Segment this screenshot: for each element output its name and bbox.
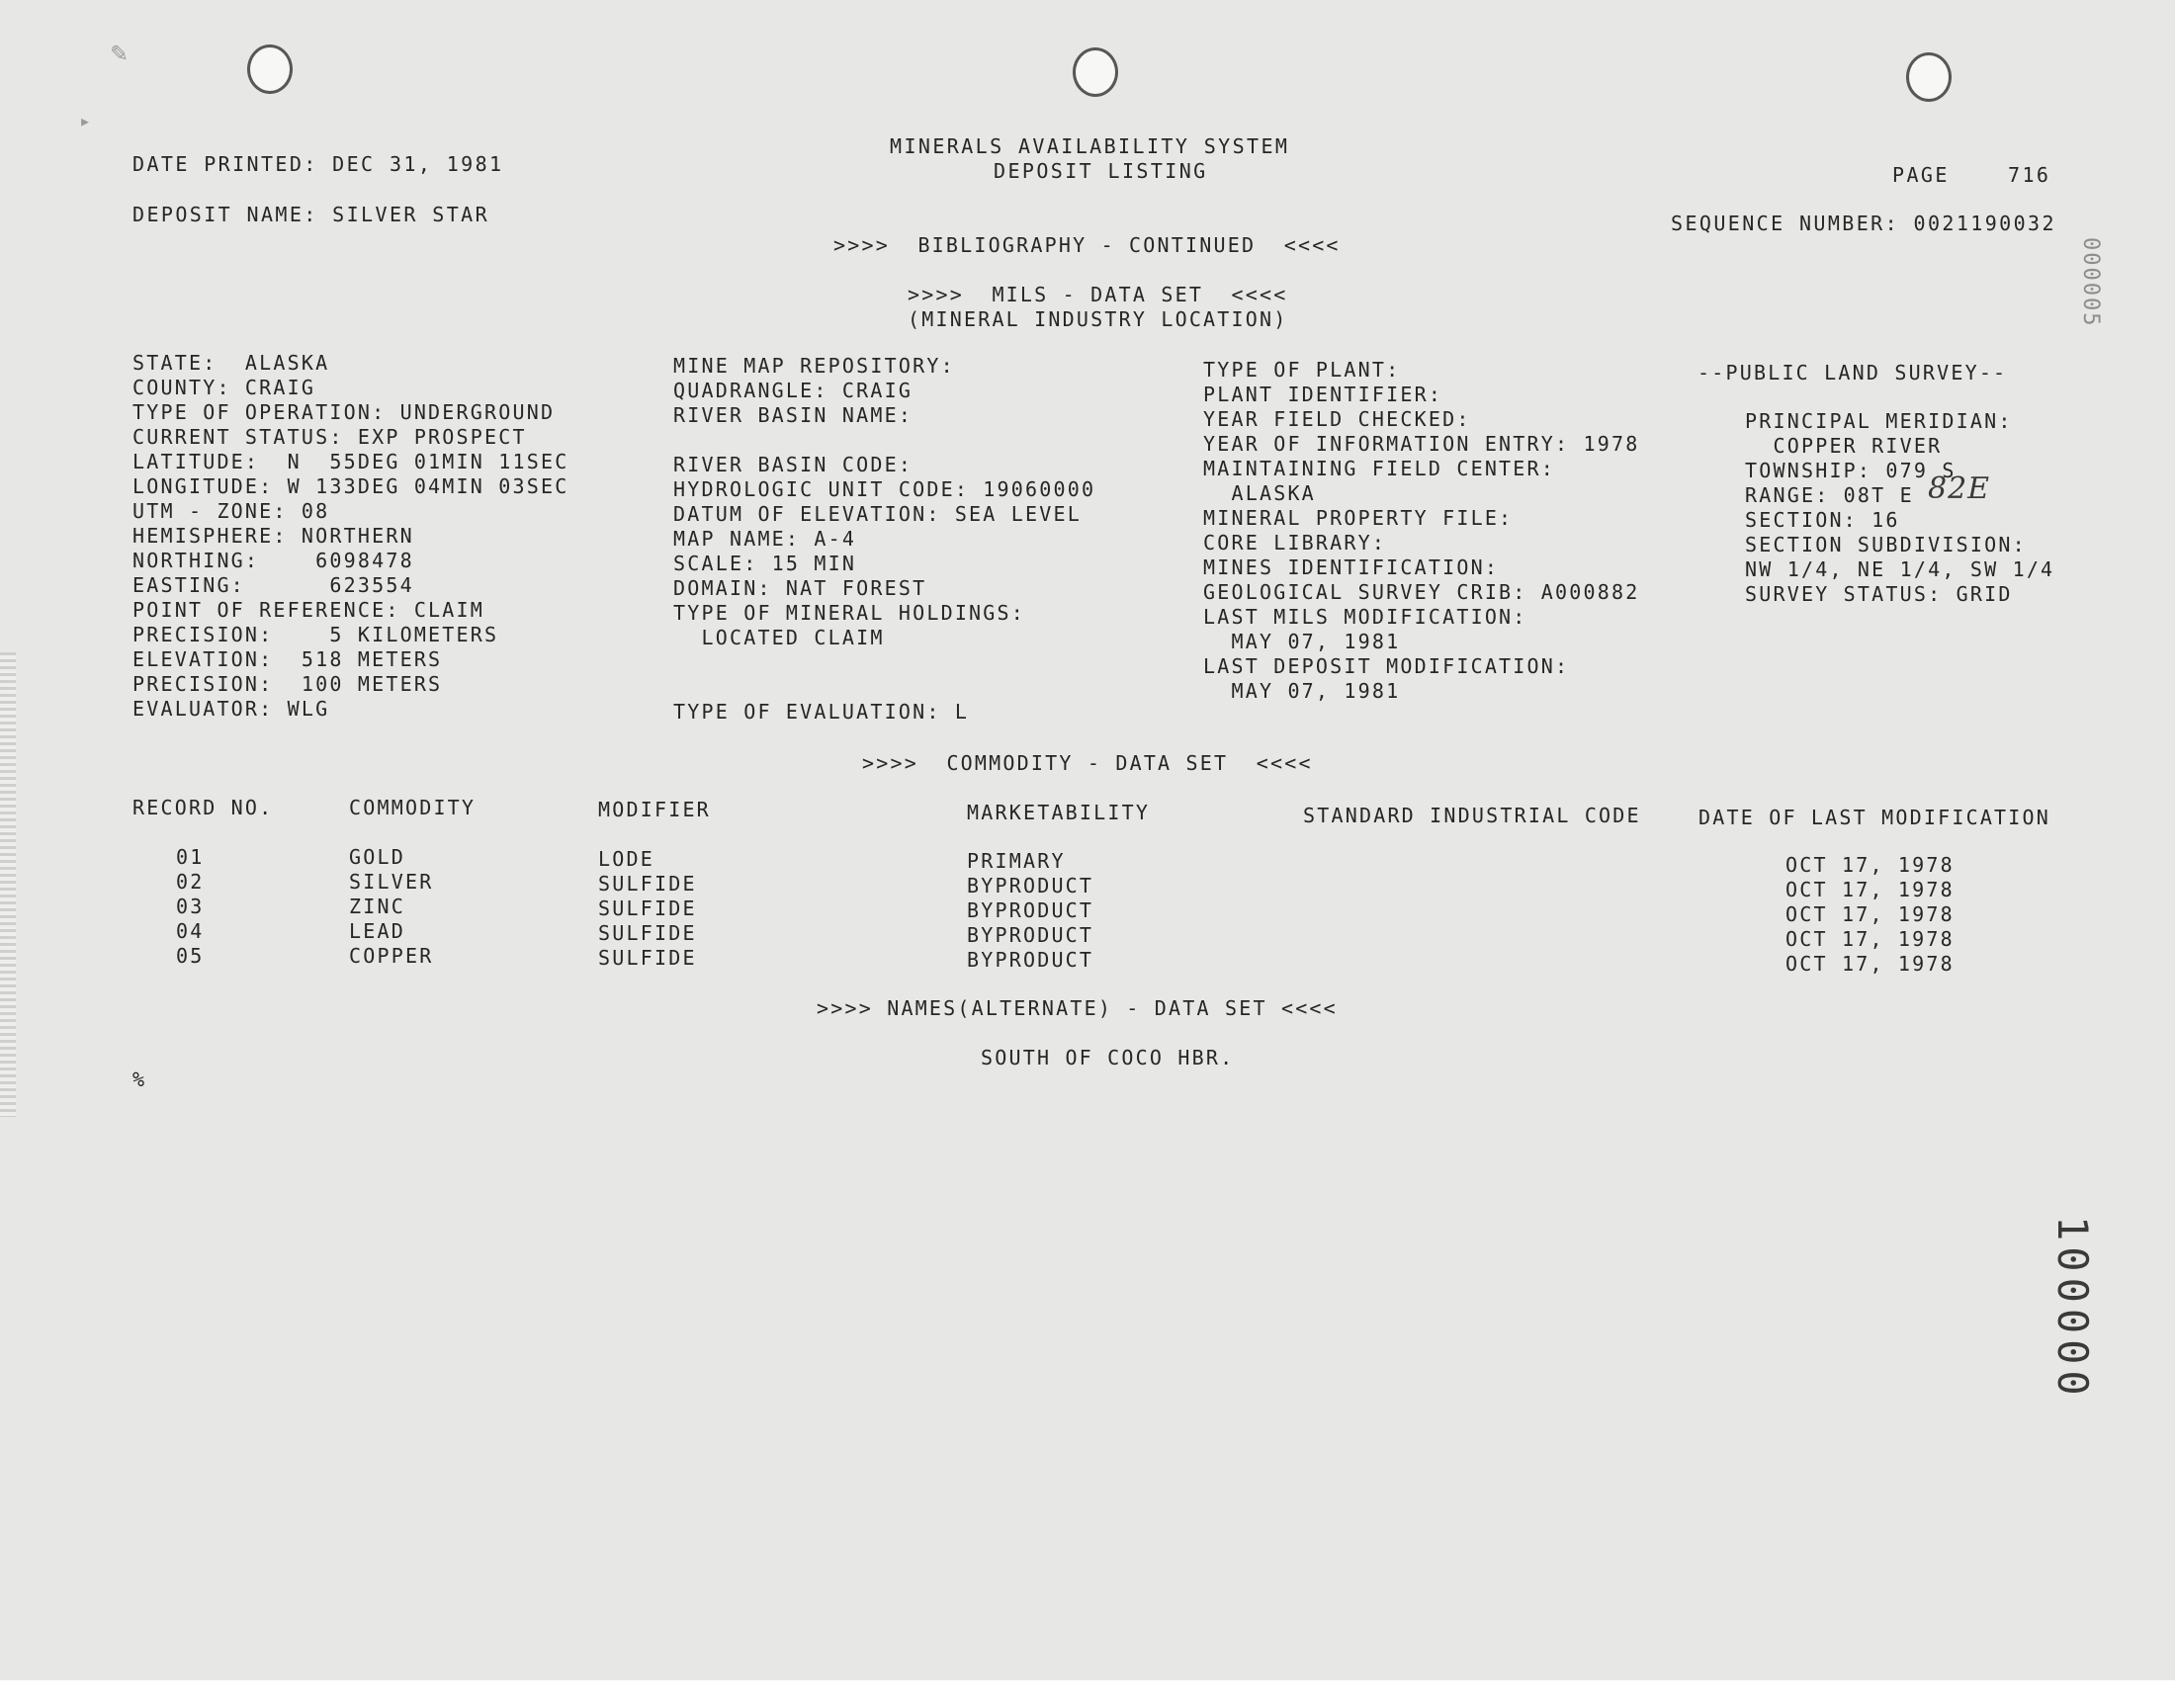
table-cell-modifier: SULFIDE: [598, 921, 697, 945]
field-line: ALASKA: [1203, 481, 1316, 505]
table-cell-modifier: SULFIDE: [598, 946, 697, 970]
field-line: NORTHING: 6098478: [132, 549, 414, 572]
field-line: RIVER BASIN CODE:: [673, 453, 914, 476]
field-line: RIVER BASIN NAME:: [673, 403, 914, 427]
punch-hole-center: [1073, 47, 1118, 97]
sequence-number: SEQUENCE NUMBER: 0021190032: [1671, 212, 2056, 235]
table-cell-marketability: BYPRODUCT: [967, 923, 1094, 947]
column-header-modifier: MODIFIER: [598, 798, 711, 821]
table-cell-modified: OCT 17, 1978: [1785, 902, 1955, 926]
public-land-survey-column: [1745, 409, 2054, 607]
deposit-name: DEPOSIT NAME: SILVER STAR: [132, 203, 490, 226]
field-line: CURRENT STATUS: EXP PROSPECT: [132, 425, 527, 449]
scan-edge-strip: [0, 652, 16, 1117]
field-line: COPPER RIVER: [1745, 434, 1943, 458]
field-line: COUNTY: CRAIG: [132, 376, 316, 399]
field-line: MINES IDENTIFICATION:: [1203, 555, 1500, 579]
field-line: DOMAIN: NAT FOREST: [673, 576, 927, 600]
table-cell-record: 03: [176, 895, 205, 918]
table-cell-modified: OCT 17, 1978: [1785, 952, 1955, 976]
field-line: EASTING: 623554: [132, 573, 414, 597]
page-label: PAGE: [1892, 163, 1950, 187]
table-cell-record: 05: [176, 944, 205, 968]
field-line: TYPE OF PLANT:: [1203, 358, 1401, 382]
frame-number-stamp-bottom: 100000: [2048, 1216, 2097, 1402]
mils-section-title: >>>> MILS - DATA SET <<<<: [908, 283, 1288, 306]
field-line: LAST DEPOSIT MODIFICATION:: [1203, 654, 1570, 678]
field-line: POINT OF REFERENCE: CLAIM: [132, 598, 485, 622]
field-line: DATUM OF ELEVATION: SEA LEVEL: [673, 502, 1082, 526]
punch-hole-left: [247, 44, 293, 94]
field-line: SECTION SUBDIVISION:: [1745, 533, 2027, 556]
system-title: MINERALS AVAILABILITY SYSTEM: [890, 134, 1290, 158]
mils-map-column: [673, 354, 1095, 725]
field-line: [673, 428, 1095, 453]
scan-smudge: ▸: [79, 109, 92, 132]
field-line: PRECISION: 5 KILOMETERS: [132, 623, 499, 646]
field-line: SURVEY STATUS: GRID: [1745, 582, 2013, 606]
table-cell-marketability: BYPRODUCT: [967, 874, 1094, 897]
table-cell-commodity: LEAD: [349, 919, 405, 943]
field-line: TYPE OF EVALUATION: L: [673, 700, 970, 724]
field-line: HYDROLOGIC UNIT CODE: 19060000: [673, 477, 1096, 501]
commodity-section-title: >>>> COMMODITY - DATA SET <<<<: [862, 751, 1313, 775]
field-line: NW 1/4, NE 1/4, SW 1/4: [1745, 557, 2055, 581]
field-line: SCALE: 15 MIN: [673, 552, 857, 575]
field-line: YEAR OF INFORMATION ENTRY: 1978: [1203, 432, 1640, 456]
mils-plant-column: [1203, 358, 1639, 704]
field-line: SOUTH OF COCO HBR.: [981, 1046, 1235, 1069]
mils-location-column: [132, 351, 568, 722]
field-line: MINE MAP REPOSITORY:: [673, 354, 955, 378]
column-header-sic: STANDARD INDUSTRIAL CODE: [1303, 804, 1641, 827]
field-line: QUADRANGLE: CRAIG: [673, 379, 914, 402]
field-line: RANGE: 08T E: [1745, 483, 1914, 507]
table-cell-marketability: PRIMARY: [967, 849, 1066, 873]
table-cell-modifier: SULFIDE: [598, 897, 697, 920]
field-line: TYPE OF OPERATION: UNDERGROUND: [132, 400, 556, 424]
field-line: [673, 650, 1095, 675]
field-line: SECTION: 16: [1745, 508, 1900, 532]
field-line: [673, 675, 1095, 700]
handwritten-range-correction: 82E: [1928, 471, 1991, 506]
marketability-column: [967, 849, 1093, 973]
last-modification-column: [1785, 853, 1955, 977]
field-line: STATE: ALASKA: [132, 351, 330, 375]
field-line: LONGITUDE: W 133DEG 04MIN 03SEC: [132, 474, 569, 498]
field-line: MAY 07, 1981: [1203, 630, 1401, 653]
table-cell-commodity: GOLD: [349, 845, 405, 869]
field-line: EVALUATOR: WLG: [132, 697, 330, 721]
field-line: MAP NAME: A-4: [673, 527, 857, 551]
table-cell-record: 02: [176, 870, 205, 894]
field-line: YEAR FIELD CHECKED:: [1203, 407, 1471, 431]
public-land-survey-title: --PUBLIC LAND SURVEY--: [1697, 361, 2008, 384]
table-cell-record: 04: [176, 919, 205, 943]
table-cell-marketability: BYPRODUCT: [967, 898, 1094, 922]
table-cell-modified: OCT 17, 1978: [1785, 853, 1955, 877]
names-section-title: >>>> NAMES(ALTERNATE) - DATA SET <<<<: [817, 996, 1338, 1020]
date-printed: DATE PRINTED: DEC 31, 1981: [132, 152, 504, 176]
column-header-record: RECORD NO.: [132, 796, 274, 819]
scan-smudge: ✎: [111, 36, 128, 68]
field-line: CORE LIBRARY:: [1203, 531, 1387, 555]
field-line: MAINTAINING FIELD CENTER:: [1203, 457, 1556, 480]
table-cell-modified: OCT 17, 1978: [1785, 927, 1955, 951]
end-of-record-marker: %: [132, 1068, 147, 1091]
frame-number-stamp-top: 000005: [2078, 237, 2103, 328]
commodity-column: [349, 845, 433, 969]
field-line: GEOLOGICAL SURVEY CRIB: A000882: [1203, 580, 1640, 604]
page-number: 716: [2008, 163, 2051, 187]
table-cell-commodity: COPPER: [349, 944, 434, 968]
field-line: PRINCIPAL MERIDIAN:: [1745, 409, 2013, 433]
field-line: PRECISION: 100 METERS: [132, 672, 443, 696]
alternate-names-list: [981, 1046, 1234, 1070]
field-line: TYPE OF MINERAL HOLDINGS:: [673, 601, 1026, 625]
field-line: LOCATED CLAIM: [673, 626, 885, 649]
table-cell-record: 01: [176, 845, 205, 869]
table-cell-modifier: LODE: [598, 847, 654, 871]
record-number-column: [176, 845, 204, 969]
field-line: PLANT IDENTIFIER:: [1203, 383, 1443, 406]
field-line: MAY 07, 1981: [1203, 679, 1401, 703]
table-cell-modifier: SULFIDE: [598, 872, 697, 896]
table-cell-commodity: SILVER: [349, 870, 434, 894]
mils-section-subtitle: (MINERAL INDUSTRY LOCATION): [908, 307, 1288, 331]
table-cell-modified: OCT 17, 1978: [1785, 878, 1955, 901]
field-line: TOWNSHIP: 079 S: [1745, 459, 1957, 482]
field-line: UTM - ZONE: 08: [132, 499, 330, 523]
punch-hole-right: [1906, 52, 1952, 102]
column-header-marketability: MARKETABILITY: [967, 801, 1151, 824]
modifier-column: [598, 847, 697, 971]
field-line: MINERAL PROPERTY FILE:: [1203, 506, 1514, 530]
table-cell-marketability: BYPRODUCT: [967, 948, 1094, 972]
column-header-last-modification: DATE OF LAST MODIFICATION: [1698, 806, 2051, 829]
field-line: LATITUDE: N 55DEG 01MIN 11SEC: [132, 450, 569, 473]
table-cell-commodity: ZINC: [349, 895, 405, 918]
field-line: ELEVATION: 518 METERS: [132, 647, 443, 671]
column-header-commodity: COMMODITY: [349, 796, 477, 819]
field-line: HEMISPHERE: NORTHERN: [132, 524, 414, 548]
bibliography-continued-title: >>>> BIBLIOGRAPHY - CONTINUED <<<<: [833, 233, 1341, 257]
listing-title: DEPOSIT LISTING: [994, 159, 1208, 183]
field-line: LAST MILS MODIFICATION:: [1203, 605, 1527, 629]
